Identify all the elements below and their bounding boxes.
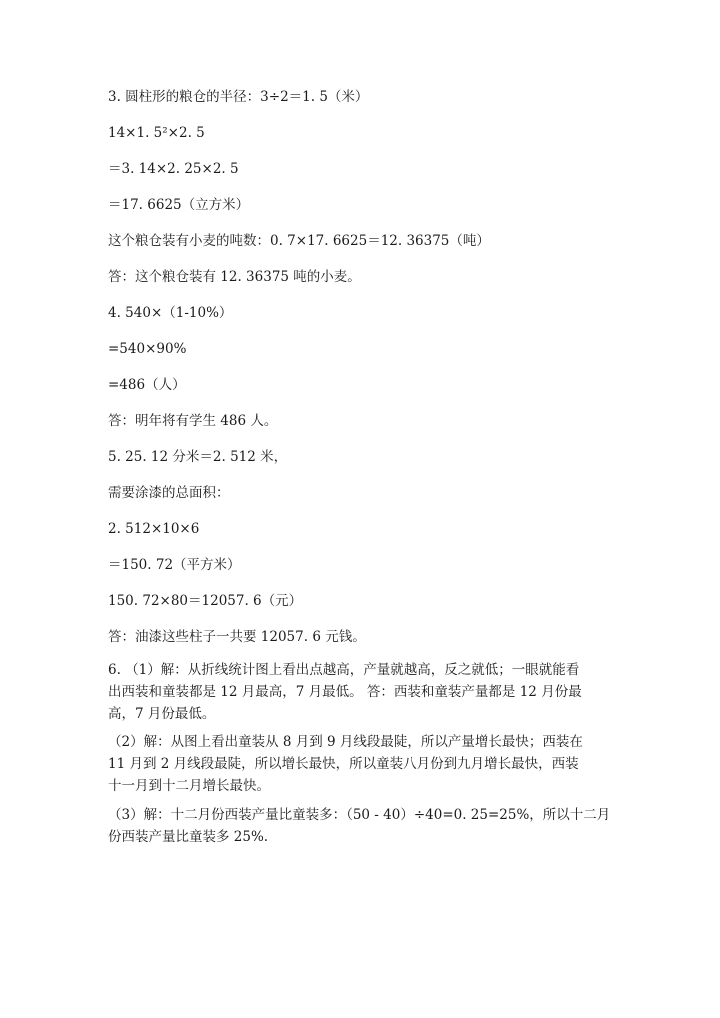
q6-part1-line-2: 出西装和童装都是 12 月最高，7 月最低。 答：西装和童装产量都是 12 月份最 — [108, 684, 582, 700]
q6-part1-line-1: 6. （1）解：从折线统计图上看出点越高，产量就越高，反之就低；一眼就能看 — [108, 662, 580, 678]
q6-part2-paragraph — [108, 731, 604, 797]
q6-part1-line-3: 高，7 月份最低。 — [108, 706, 216, 722]
q5-answer-line: 答：油漆这些柱子一共要 12057. 6 元钱。 — [108, 629, 366, 645]
q6-part3-paragraph — [108, 804, 611, 848]
q4-step-line: =540×90% — [108, 341, 187, 357]
q3-volume-line: ＝17. 6625（立方米） — [108, 197, 250, 213]
q6-part3-line-2: 份西装产量比童装多 25%. — [108, 829, 269, 845]
q6-part2-line-3: 十一月到十二月增长最快。 — [108, 778, 270, 794]
q4-answer-line: 答：明年将有学生 486 人。 — [108, 413, 278, 429]
q3-formula-line: 14×1. 5²×2. 5 — [108, 125, 205, 141]
q5-conversion-line: 5. 25. 12 分米＝2. 512 米， — [108, 449, 288, 465]
q5-cost-line: 150. 72×80＝12057. 6（元） — [108, 593, 303, 609]
q6-part1-paragraph — [108, 659, 604, 725]
q4-result-line: =486（人） — [108, 377, 186, 393]
q6-part3-line-1: （3）解：十二月份西装产量比童装多：（50 - 40）÷40=0. 25=25%，所以十二月 — [108, 807, 611, 823]
q4-formula-line: 4. 540×（1-10%） — [108, 305, 233, 321]
q5-area-line: ＝150. 72（平方米） — [108, 557, 241, 573]
q3-answer-line: 答：这个粮仓装有 12. 36375 吨的小麦。 — [108, 269, 361, 285]
q5-label-line: 需要涂漆的总面积： — [108, 485, 230, 501]
q3-tonnage-line: 这个粮仓装有小麦的吨数：0. 7×17. 6625＝12. 36375（吨） — [108, 233, 490, 249]
q6-part2-line-1: （2）解：从图上看出童装从 8 月到 9 月线段最陡，所以产量增长最快；西装在 — [108, 734, 583, 750]
q3-step-line: ＝3. 14×2. 25×2. 5 — [108, 161, 239, 177]
q5-formula-line: 2. 512×10×6 — [108, 521, 200, 537]
q6-part2-line-2: 11 月到 2 月线段最陡，所以增长最快，所以童装八月份到九月增长最快，西装 — [108, 756, 579, 772]
q3-radius-line: 3. 圆柱形的粮仓的半径：3÷2＝1. 5（米） — [108, 89, 369, 105]
